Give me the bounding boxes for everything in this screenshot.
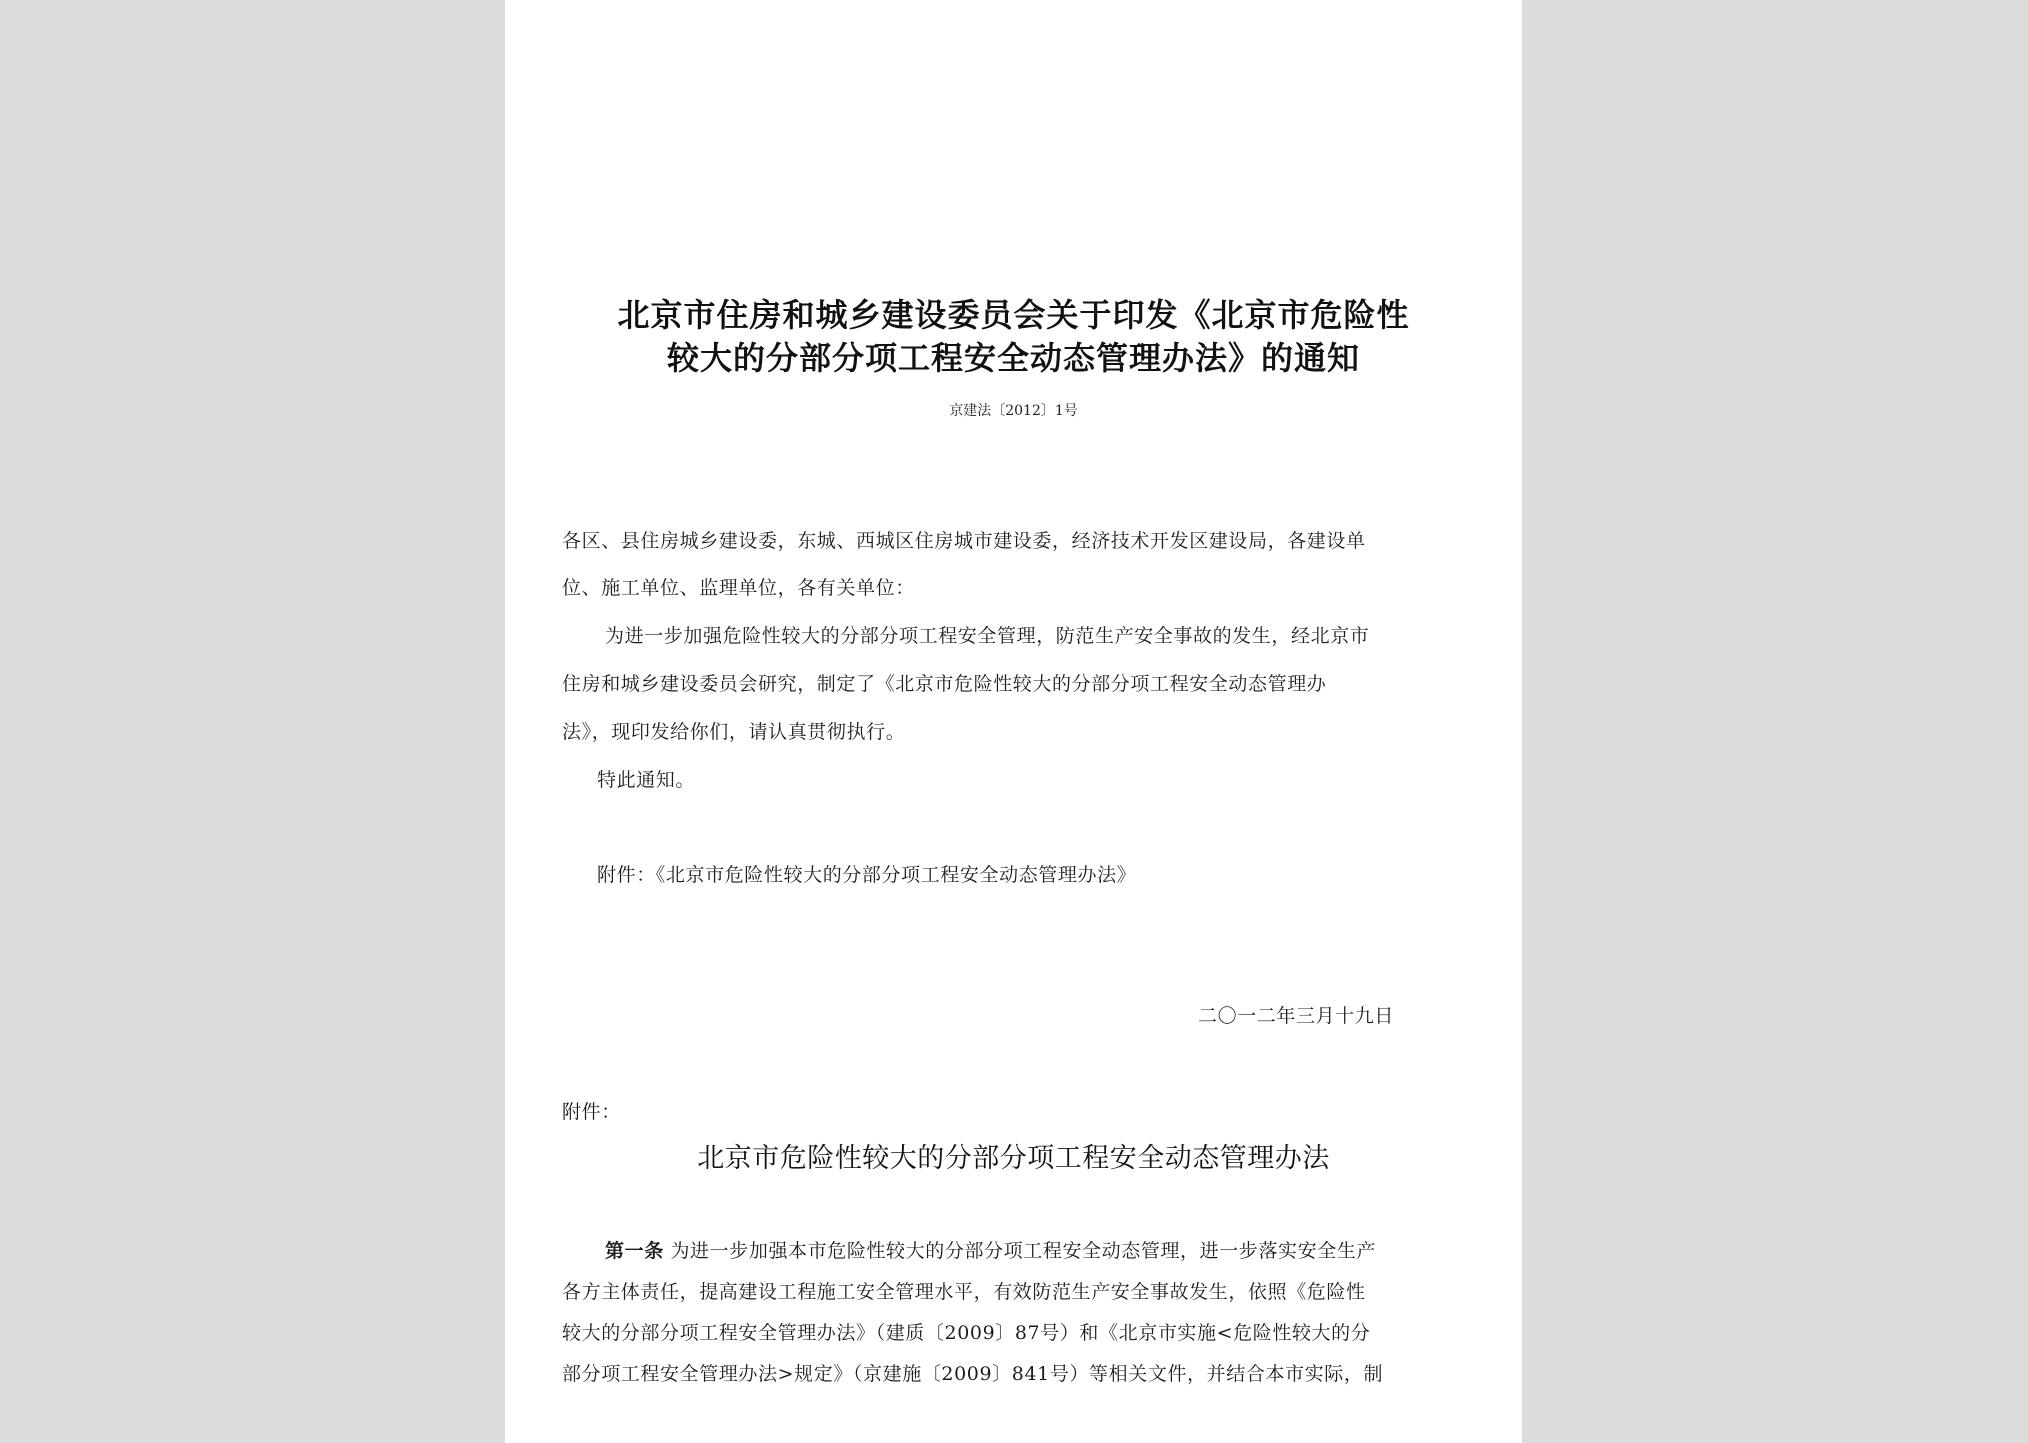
article-1-line-4: 部分项工程安全管理办法>规定》（京建施〔2009〕841号）等相关文件，并结合本市实际，制 xyxy=(562,1363,1384,1385)
page-title-line-1: 北京市住房和城乡建设委员会关于印发《北京市危险性 xyxy=(617,296,1410,334)
attachment-reference: 附件：《北京市危险性较大的分部分项工程安全动态管理办法》 xyxy=(597,864,1137,886)
attachment-label: 附件： xyxy=(562,1101,621,1123)
body-paragraph-line-1: 为进一步加强危险性较大的分部分项工程安全管理，防范生产安全事故的发生，经北京市 xyxy=(605,625,1370,647)
article-1-heading: 第一条 xyxy=(605,1240,664,1262)
document-page xyxy=(505,0,1522,1443)
article-1-line-1-text: 为进一步加强本市危险性较大的分部分项工程安全动态管理，进一步落实安全生产 xyxy=(670,1240,1377,1262)
page-title-line-2: 较大的分部分项工程安全动态管理办法》的通知 xyxy=(666,339,1360,377)
document-number: 京建法〔2012〕1号 xyxy=(949,403,1078,419)
issue-date: 二〇一二年三月十九日 xyxy=(1198,1005,1395,1027)
closing-text: 特此通知。 xyxy=(597,769,696,791)
addressee-line-2: 位、施工单位、监理单位，各有关单位： xyxy=(562,577,915,599)
body-paragraph-line-2: 住房和城乡建设委员会研究，制定了《北京市危险性较大的分部分项工程安全动态管理办 xyxy=(562,673,1327,695)
addressee-line-1: 各区、县住房城乡建设委，东城、西城区住房城市建设委，经济技术开发区建设局，各建设单 xyxy=(562,530,1366,552)
article-1-line-2: 各方主体责任，提高建设工程施工安全管理水平，有效防范生产安全事故发生，依照《危险性 xyxy=(562,1281,1366,1303)
article-1-line-1 xyxy=(605,1236,1376,1263)
article-1-line-3: 较大的分部分项工程安全管理办法》（建质〔2009〕87号）和《北京市实施<危险性较大的分 xyxy=(562,1322,1371,1344)
body-paragraph-line-3: 法》，现印发给你们，请认真贯彻执行。 xyxy=(562,721,906,743)
attachment-title: 北京市危险性较大的分部分项工程安全动态管理办法 xyxy=(697,1143,1330,1174)
